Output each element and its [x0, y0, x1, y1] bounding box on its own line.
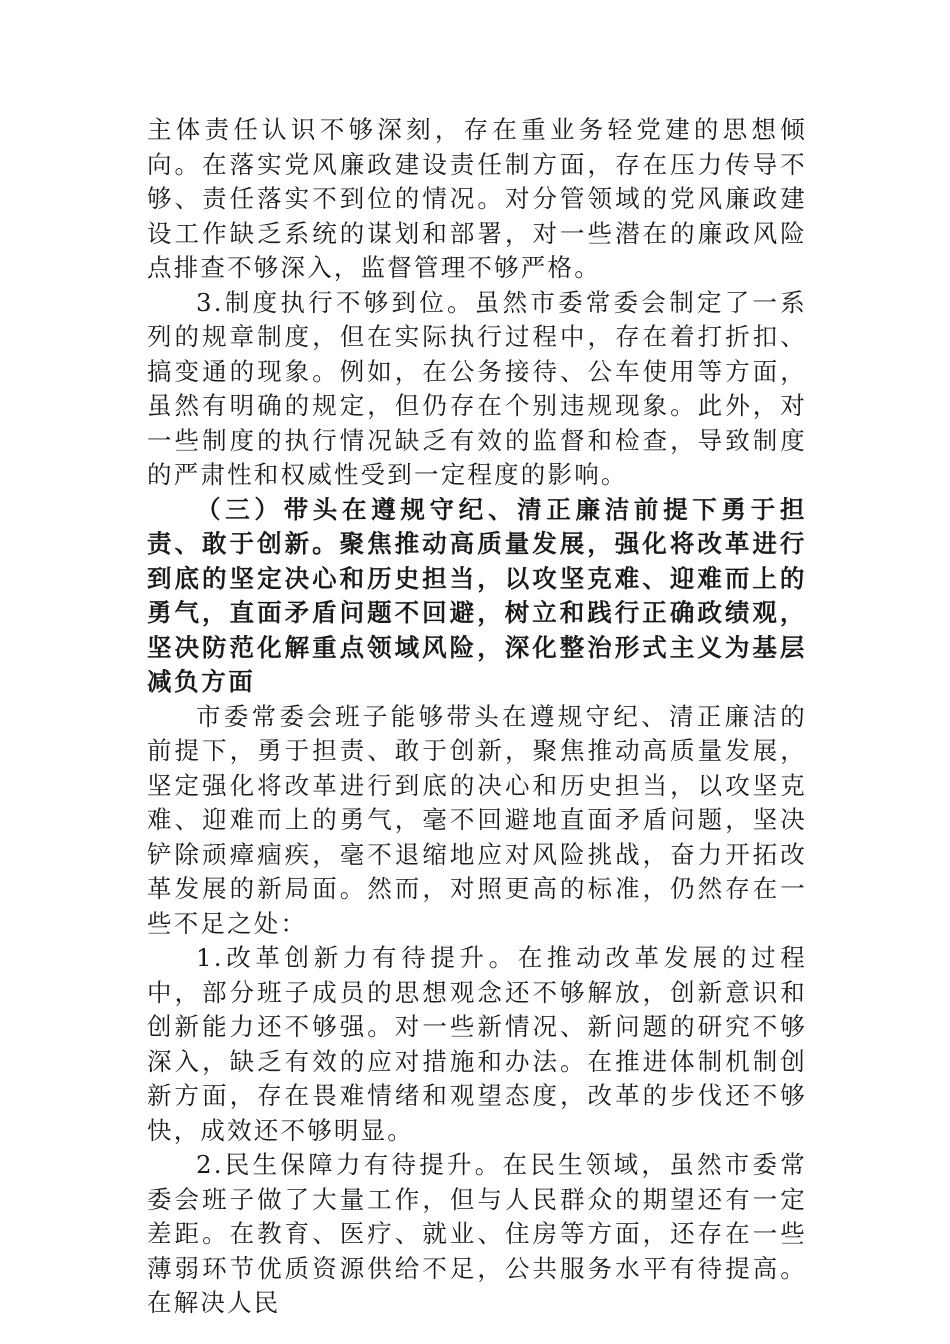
- paragraph-item-3: 3.制度执行不够到位。虽然市委常委会制定了一系列的规章制度，但在实际执行过程中，存在着打折扣、搞变通的现象。例如，在公务接待、公车使用等方面，虽然有明确的规定，但仍存在个别违规现象。此外，对一些制度的执行情况缺乏有效的监督和检查，导致制度的严肃性和权威性受到一定程度的影响。: [147, 287, 807, 489]
- paragraph-continued: 主体责任认识不够深刻，存在重业务轻党建的思想倾向。在落实党风廉政建设责任制方面，存在压力传导不够、责任落实不到位的情况。对分管领域的党风廉政建设工作缺乏系统的谋划和部署，对一些潜在的廉政风险点排查不够深入，监督管理不够严格。: [147, 115, 807, 282]
- paragraph-item-1: 1.改革创新力有待提升。在推动改革发展的过程中，部分班子成员的思想观念还不够解放，创新意识和创新能力还不够强。对一些新情况、新问题的研究不够深入，缺乏有效的应对措施和办法。在推进体制机制创新方面，存在畏难情绪和观望态度，改革的步伐还不够快，成效还不够明显。: [147, 943, 807, 1145]
- paragraph-summary: 市委常委会班子能够带头在遵规守纪、清正廉洁的前提下，勇于担责、敢于创新，聚焦推动高质量发展，坚定强化将改革进行到底的决心和历史担当，以攻坚克难、迎难而上的勇气，毫不回避地直面矛盾问题，坚决铲除顽瘴痼疾，毫不退缩地应对风险挑战，奋力开拓改革发展的新局面。然而，对照更高的标准，仍然存在一些不足之处：: [147, 701, 807, 938]
- section-heading-3: （三）带头在遵规守纪、清正廉洁前提下勇于担责、敢于创新。聚焦推动高质量发展，强化将改革进行到底的坚定决心和历史担当，以攻坚克难、迎难而上的勇气，直面矛盾问题不回避，树立和践行正确政绩观，坚决防范化解重点领域风险，深化整治形式主义为基层减负方面: [147, 494, 807, 696]
- document-body: [147, 113, 807, 1321]
- paragraph-item-2: 2.民生保障力有待提升。在民生领域，虽然市委常委会班子做了大量工作，但与人民群众的期望还有一定差距。在教育、医疗、就业、住房等方面，还存在一些薄弱环节优质资源供给不足，公共服务水平有待提高。在解决人民: [147, 1150, 807, 1317]
